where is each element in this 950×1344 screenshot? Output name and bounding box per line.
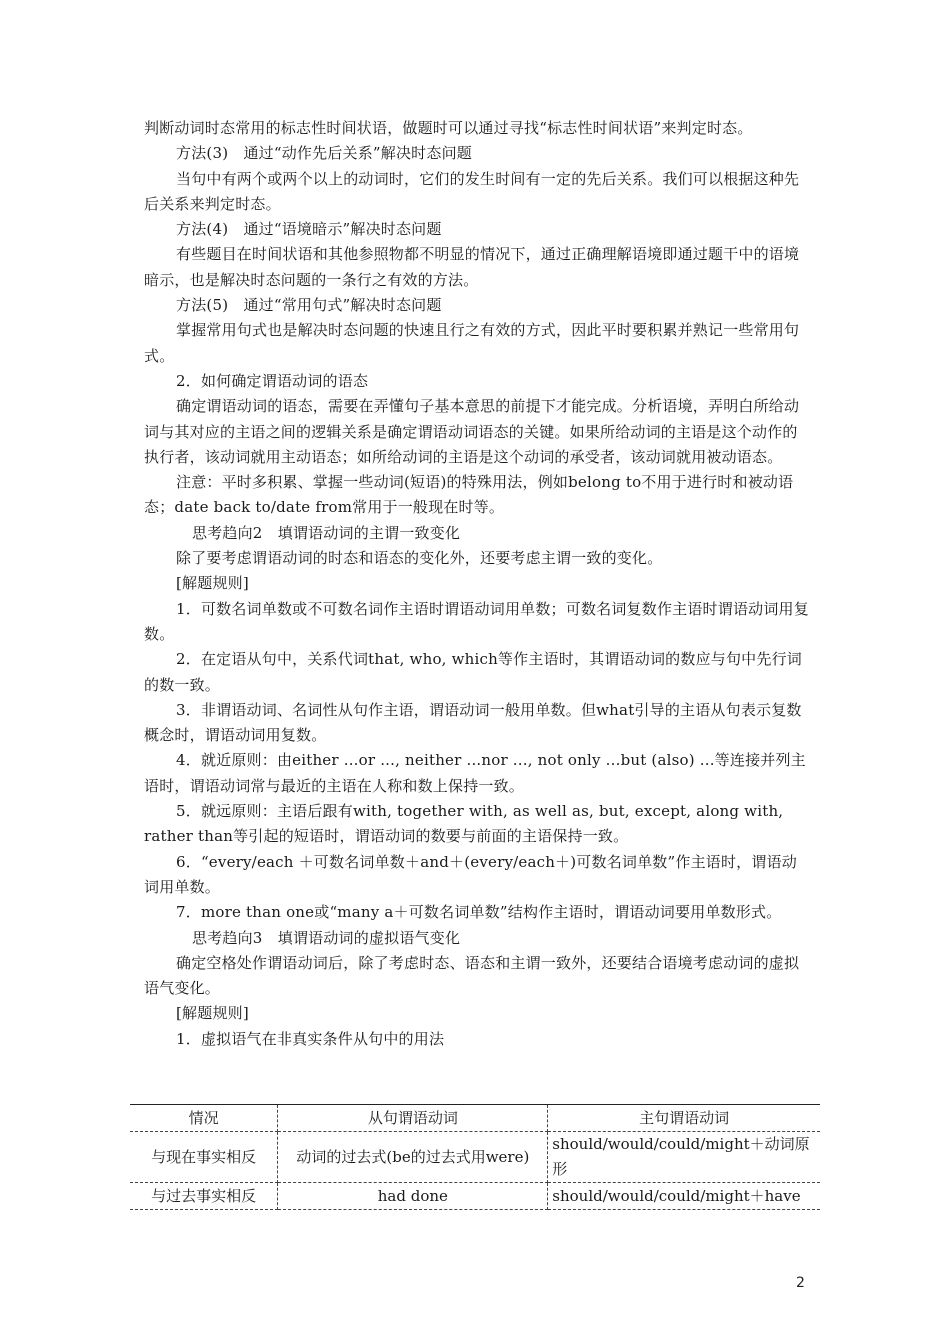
table-cell: had done [278,1183,548,1210]
rule-item: 1．虚拟语气在非真实条件从句中的用法 [176,1029,445,1048]
table-row [130,1183,820,1210]
rule-item: 5．就远原则：主语后跟有with, together with, as well as, but, except, along with, rather than等引起的短语时，谓语动词的数要与前面的主语保持一致。 [144,802,784,846]
table-header-row [130,1105,820,1132]
subjunctive-table [130,1104,820,1210]
section-heading: 2．如何确定谓语动词的语态 [176,371,369,390]
rules-label: [解题规则] [176,1004,249,1023]
note-paragraph: 注意：平时多积累、掌握一些动词(短语)的特殊用法，例如belong to不用于进行时和被动语态；date back to/date from常用于一般现在时等。 [144,473,794,517]
paragraph: 有些题目在时间状语和其他参照物都不明显的情况下，通过正确理解语境即通过题干中的语境暗示，也是解决时态问题的一条行之有效的方法。 [144,245,800,289]
table-cell: should/would/could/might＋have [548,1183,820,1210]
table-header-cell: 从句谓语动词 [278,1105,548,1132]
paragraph: 除了要考虑谓语动词的时态和语态的变化外，还要考虑主谓一致的变化。 [176,549,663,568]
rule-item: 4．就近原则：由either ...or ..., neither ...nor ..., not only ...but (also) ...等连接并列主语时，谓语动词常与最近的主语在人称和数上保持一致。 [144,751,806,795]
paragraph: 掌握常用句式也是解决时态问题的快速且行之有效的方式，因此平时要积累并熟记一些常用句式。 [144,321,800,365]
rules-label: [解题规则] [176,574,249,593]
paragraph: 当句中有两个或两个以上的动词时，它们的发生时间有一定的先后关系。我们可以根据这种先后关系来判定时态。 [144,169,800,213]
section-heading: 思考趋向2 填谓语动词的主谓一致变化 [192,523,461,542]
table-header-cell: 主句谓语动词 [548,1105,820,1132]
page-number: 2 [796,1275,805,1291]
rule-item: 3．非谓语动词、名词性从句作主语，谓语动词一般用单数。但what引导的主语从句表示复数概念时，谓语动词用复数。 [144,700,802,745]
table-row [130,1132,820,1183]
table-cell: 与过去事实相反 [130,1183,278,1210]
table-cell: 与现在事实相反 [130,1132,278,1183]
paragraph: 判断动词时态常用的标志性时间状语，做题时可以通过寻找“标志性时间状语”来判定时态。 [144,119,753,137]
method-heading: 方法(4) 通过“语境暗示”解决时态问题 [176,220,442,239]
section-heading: 思考趋向3 填谓语动词的虚拟语气变化 [192,928,461,947]
body-text [144,116,810,1052]
rule-item: 7．more than one或“many a＋可数名词单数”结构作主语时，谓语动词要用单数形式。 [176,903,782,922]
method-heading: 方法(3) 通过“动作先后关系”解决时态问题 [176,144,472,163]
rule-item: 2．在定语从句中，关系代词that, who, which等作主语时，其谓语动词的数应与句中先行词的数一致。 [144,650,802,694]
rule-item: 1．可数名词单数或不可数名词作主语时谓语动词用单数；可数名词复数作主语时谓语动词用复数。 [144,599,809,643]
paragraph: 确定空格处作谓语动词后，除了考虑时态、语态和主谓一致外，还要结合语境考虑动词的虚拟语气变化。 [144,953,800,998]
table-cell: 动词的过去式(be的过去式用were) [278,1132,548,1183]
table-header-cell: 情况 [130,1105,278,1132]
table-cell: should/would/could/might＋动词原形 [548,1132,820,1183]
paragraph: 确定谓语动词的语态，需要在弄懂句子基本意思的前提下才能完成。分析语境，弄明白所给动词与其对应的主语之间的逻辑关系是确定谓语动词语态的关键。如果所给动词的主语是这个动作的执行者，该动词就用主动语态；如所给动词的主语是这个动词的承受者，该动词就用被动语态。 [144,397,800,466]
rule-item: 6．“every/each ＋可数名词单数＋and＋(every/each＋)可数名词单数”作主语时，谓语动词用单数。 [144,852,797,896]
method-heading: 方法(5) 通过“常用句式”解决时态问题 [176,296,442,315]
